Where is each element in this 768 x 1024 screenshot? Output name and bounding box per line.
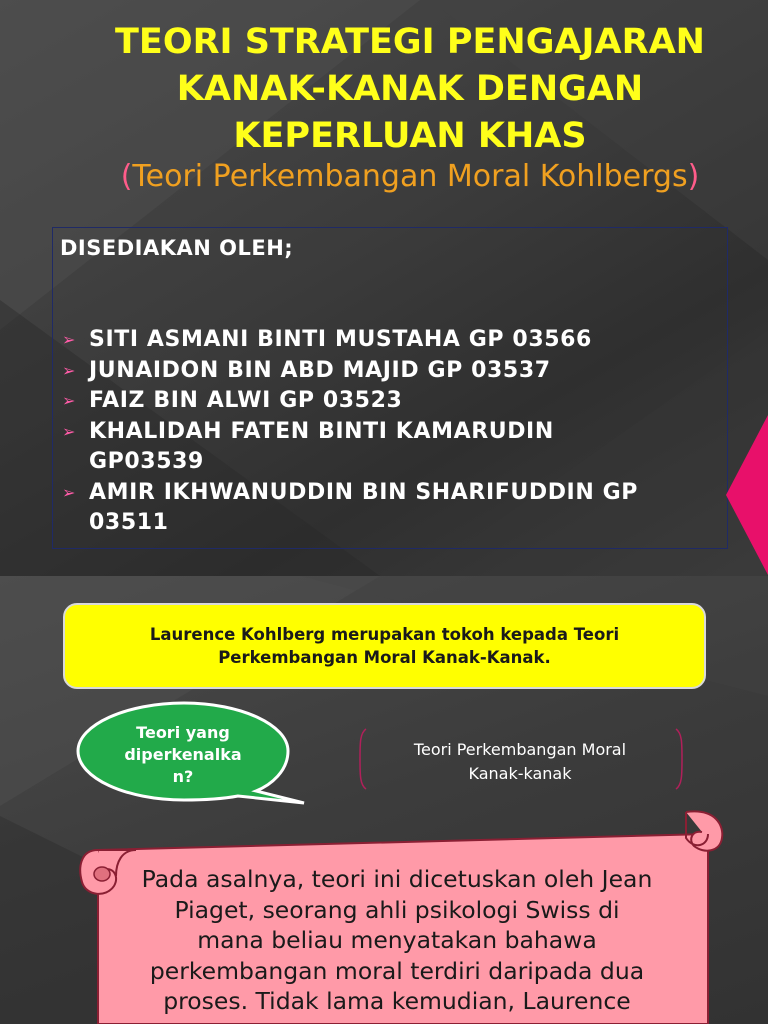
- author-name: SITI ASMANI BINTI MUSTAHA GP 03566: [89, 327, 592, 352]
- bubble-line: Teori yang: [136, 723, 230, 742]
- scroll-line: proses. Tidak lama kemudian, Laurence: [163, 987, 631, 1015]
- arrow-bullet-icon: ➢: [62, 360, 77, 380]
- arrow-bullet-icon: ➢: [62, 482, 77, 502]
- list-item: [60, 325, 730, 356]
- author-name: AMIR IKHWANUDDIN BIN SHARIFUDDIN GP: [89, 479, 638, 505]
- list-item: [60, 356, 730, 387]
- subtitle-open-paren: (: [120, 159, 133, 194]
- answer-line: Teori Perkembangan Moral: [413, 740, 627, 759]
- arrow-bullet-icon: ➢: [62, 391, 77, 410]
- scroll-line: Pada asalnya, teori ini dicetuskan oleh Jean: [141, 865, 653, 893]
- answer-text: [372, 738, 668, 786]
- author-id: 03511: [89, 510, 169, 535]
- bubble-line: n?: [172, 767, 194, 786]
- bubble-question: [98, 722, 268, 788]
- scroll-line: perkembangan moral terdiri daripada dua: [149, 956, 645, 985]
- author-name: FAIZ BIN ALWI GP 03523: [89, 388, 403, 413]
- answer-line: Kanak-kanak: [468, 764, 572, 783]
- subtitle-text: Teori Perkembangan Moral Kohlbergs: [132, 159, 688, 194]
- list-item: [60, 386, 730, 417]
- title-line-2: KANAK-KANAK DENGAN: [176, 69, 644, 109]
- scroll-line: mana beliau menyatakan bahawa: [197, 926, 597, 954]
- scroll-body-text: [124, 864, 670, 1017]
- author-name: KHALIDAH FATEN BINTI KAMARUDIN: [89, 418, 554, 444]
- author-id: GP03539: [89, 449, 204, 474]
- authors-list: [60, 325, 730, 539]
- list-item: [60, 417, 730, 478]
- title-line-3: KEPERLUAN KHAS: [233, 116, 587, 156]
- arrow-bullet-icon: ➢: [62, 330, 77, 349]
- pink-corner-accent: [726, 415, 768, 575]
- title-line-1: TEORI STRATEGI PENGAJARAN: [115, 22, 705, 62]
- list-item: [60, 478, 730, 539]
- prepared-by-heading: DISEDIAKAN OLEH;: [60, 236, 294, 260]
- arrow-bullet-icon: ➢: [62, 421, 77, 441]
- subtitle: [60, 157, 760, 197]
- intro-box: [63, 603, 706, 689]
- intro-text: Laurence Kohlberg merupakan tokoh kepada Teori Perkembangan Moral Kanak-Kanak.: [149, 625, 620, 667]
- author-name: JUNAIDON BIN ABD MAJID GP 03537: [89, 357, 551, 383]
- subtitle-close-paren: ): [687, 159, 700, 194]
- bubble-line: diperkenalka: [124, 745, 242, 764]
- scroll-line: Piaget, seorang ahli psikologi Swiss di: [174, 895, 620, 924]
